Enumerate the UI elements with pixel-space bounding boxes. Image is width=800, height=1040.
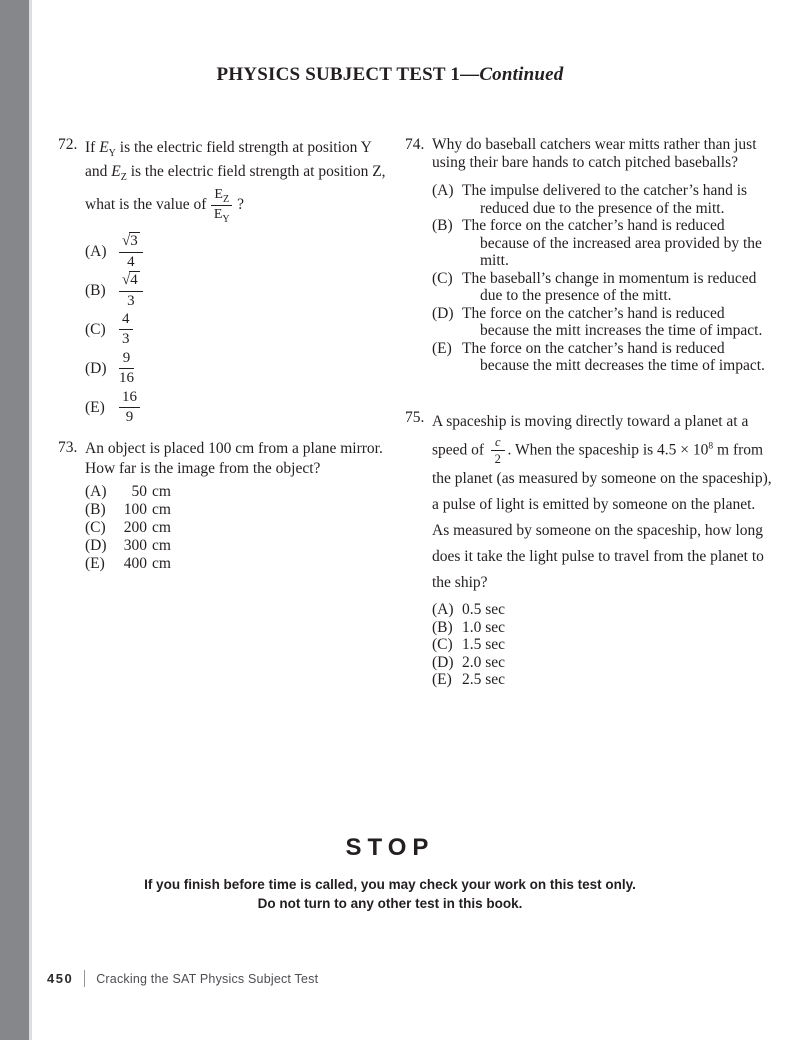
- choice-text: 1.0 sec: [462, 618, 506, 636]
- fraction-denominator: 3: [122, 331, 130, 347]
- right-column: [405, 136, 772, 689]
- fraction-numerator: 16: [119, 389, 140, 408]
- choice-value: 300: [123, 537, 147, 554]
- page-title-main: PHYSICS SUBJECT TEST 1—: [216, 64, 480, 85]
- choice-72-a: [85, 232, 405, 271]
- fraction-denominator: 9: [125, 409, 134, 425]
- question-72-body: [85, 136, 405, 427]
- stop-instructions: [0, 875, 780, 913]
- choice-unit: cm: [152, 519, 171, 536]
- choice-text: The force on the catcher’s hand is reduced because the mitt increases the time of impact.: [462, 304, 763, 339]
- exponent-8: 8: [708, 440, 714, 451]
- fraction-sqrt4-over-3: [119, 271, 143, 310]
- question-74: [405, 136, 772, 375]
- text: and: [85, 163, 112, 180]
- choice-text: The impulse delivered to the catcher’s hand is reduced due to the presence of the mitt.: [462, 182, 748, 217]
- choice-74-a: [432, 182, 772, 217]
- question-72-number: 72.: [58, 136, 78, 153]
- choice-text: 1.5 sec: [462, 636, 506, 654]
- choice-label: (B): [85, 501, 106, 518]
- symbol-E: E: [214, 187, 223, 203]
- question-75-choices: [432, 601, 772, 689]
- text: If: [85, 139, 100, 156]
- symbol-E: E: [213, 206, 223, 222]
- choice-unit: cm: [152, 537, 171, 554]
- book-title: Cracking the SAT Physics Subject Test: [96, 971, 319, 986]
- choice-label: (B): [432, 618, 453, 636]
- text: . When the spaceship is 4.5 × 10: [507, 440, 709, 458]
- choice-text: The baseball’s change in momentum is reduced due to the presence of the mitt.: [462, 269, 757, 304]
- question-75-text: [432, 409, 772, 597]
- question-72-choices: [85, 232, 405, 427]
- fraction-c-over-2: [491, 435, 505, 467]
- subscript-Y: Y: [108, 148, 116, 160]
- choice-label: (D): [432, 653, 454, 671]
- question-73: [58, 439, 405, 573]
- choice-label: (A): [432, 601, 454, 619]
- fraction-4-over-3: [119, 311, 133, 349]
- text: what is the value of: [85, 196, 207, 213]
- choice-72-b: [85, 271, 405, 310]
- choice-74-b: [432, 217, 772, 270]
- choice-label: (E): [85, 398, 105, 416]
- fraction-denominator: 4: [127, 253, 135, 270]
- choice-text: 0.5 sec: [462, 601, 506, 619]
- radical-sign: √: [122, 233, 131, 250]
- choice-value: 50: [131, 483, 147, 500]
- choice-73-c: [85, 519, 405, 537]
- choice-label: (D): [432, 304, 454, 322]
- choice-75-c: [432, 636, 772, 654]
- stop-section: [0, 834, 780, 913]
- text: is the electric field strength at position Z,: [126, 163, 386, 180]
- choice-73-d: [85, 537, 405, 555]
- text: A spaceship is moving directly toward a planet at a speed of: [432, 412, 749, 458]
- choice-73-e: [85, 555, 405, 573]
- question-mark: ?: [237, 196, 244, 213]
- choice-73-a: [85, 483, 405, 501]
- question-columns: [58, 136, 772, 689]
- choice-74-c: [432, 270, 772, 305]
- choice-label: (E): [85, 555, 105, 572]
- variable-E: E: [111, 163, 121, 180]
- fraction-ez-over-ey: [211, 187, 232, 225]
- page-number: 450: [47, 971, 74, 986]
- page-title: [0, 64, 780, 86]
- choice-label: (E): [432, 671, 452, 689]
- fraction-numerator: c: [491, 435, 505, 451]
- fraction-denominator: 3: [127, 292, 135, 309]
- choice-label: (D): [85, 359, 107, 377]
- choice-75-b: [432, 619, 772, 637]
- choice-72-d: [85, 349, 405, 388]
- fraction-16-over-9: [119, 389, 140, 427]
- question-74-body: [432, 136, 772, 375]
- choice-value: 100: [123, 501, 147, 518]
- stop-instruction-line2: Do not turn to any other test in this book.: [257, 896, 523, 911]
- question-72-line3: [85, 184, 405, 226]
- choice-label: (C): [432, 269, 453, 287]
- question-72-line2: [85, 160, 405, 184]
- stop-heading: STOP: [345, 834, 435, 861]
- fraction-numerator: 9: [119, 350, 134, 369]
- question-74-text: Why do baseball catchers wear mitts rather than just using their bare hands to catch pitched baseballs?: [432, 136, 757, 171]
- choice-unit: cm: [152, 555, 171, 572]
- page-title-continued: Continued: [479, 64, 564, 85]
- fraction-numerator: [211, 187, 232, 205]
- choice-72-c: [85, 310, 405, 349]
- question-73-choices: [85, 483, 405, 573]
- fraction-numerator: [119, 271, 143, 291]
- radical-sign: √: [122, 272, 131, 289]
- choice-label: (C): [85, 320, 106, 338]
- question-73-body: [85, 439, 405, 573]
- fraction-numerator: 4: [119, 311, 133, 330]
- choice-75-d: [432, 654, 772, 672]
- fraction-9-over-16: [119, 350, 134, 388]
- stop-instruction-line1: If you finish before time is called, you may check your work on this test only.: [144, 877, 636, 892]
- question-75-body: [432, 409, 772, 689]
- subscript-Z: Z: [120, 172, 127, 184]
- choice-label: (A): [85, 483, 107, 500]
- question-73-number: 73.: [58, 439, 78, 456]
- choice-label: (B): [432, 217, 453, 234]
- left-column: [58, 136, 405, 689]
- fraction-sqrt3-over-4: [119, 232, 143, 271]
- choice-value: 200: [123, 519, 147, 536]
- subscript-Z: Z: [222, 194, 230, 206]
- text: m from the planet (as measured by someone on the spaceship), a pulse of light is emitted by someone on the planet. As measured by someone on the spaceship, how long does it take the light pulse to travel from the planet to the ship?: [432, 440, 772, 592]
- choice-label: (B): [85, 281, 106, 299]
- question-74-number: 74.: [405, 136, 425, 153]
- variable-E: E: [99, 139, 109, 156]
- choice-value: 400: [123, 555, 147, 572]
- choice-72-e: [85, 388, 405, 427]
- choice-label: (E): [432, 339, 452, 357]
- choice-label: (D): [85, 537, 107, 554]
- choice-text: 2.5 sec: [462, 671, 506, 689]
- choice-74-d: [432, 305, 772, 340]
- choice-text: The force on the catcher’s hand is reduced because the mitt decreases the time of impact.: [462, 339, 765, 374]
- choice-label: (C): [432, 636, 453, 654]
- question-74-choices: [432, 182, 772, 375]
- question-73-text: An object is placed 100 cm from a plane mirror. How far is the image from the object?: [85, 440, 383, 477]
- fraction-denominator: 2: [494, 451, 501, 466]
- fraction-denominator: [211, 206, 232, 223]
- subscript-Y: Y: [222, 213, 230, 225]
- choice-label: (C): [85, 519, 106, 536]
- choice-73-b: [85, 501, 405, 519]
- question-72: [58, 136, 405, 427]
- choice-75-a: [432, 601, 772, 619]
- choice-unit: cm: [152, 483, 171, 500]
- choice-74-e: [432, 340, 772, 375]
- choice-text: The force on the catcher’s hand is reduced because of the increased area provided by the mitt.: [462, 217, 762, 269]
- footer-divider: [84, 970, 85, 987]
- fraction-numerator: [119, 232, 143, 252]
- radicand: 3: [130, 233, 138, 250]
- page-footer: [47, 970, 318, 987]
- choice-75-e: [432, 671, 772, 689]
- choice-label: (A): [432, 182, 454, 199]
- choice-text: 2.0 sec: [462, 653, 506, 671]
- question-75-number: 75.: [405, 408, 425, 426]
- text: is the electric field strength at position Y: [115, 139, 372, 156]
- choice-unit: cm: [152, 501, 171, 518]
- choice-label: (A): [85, 242, 107, 260]
- question-75: [405, 409, 772, 689]
- question-72-line1: [85, 136, 405, 160]
- fraction-denominator: 16: [119, 370, 134, 386]
- radicand: 4: [130, 272, 138, 289]
